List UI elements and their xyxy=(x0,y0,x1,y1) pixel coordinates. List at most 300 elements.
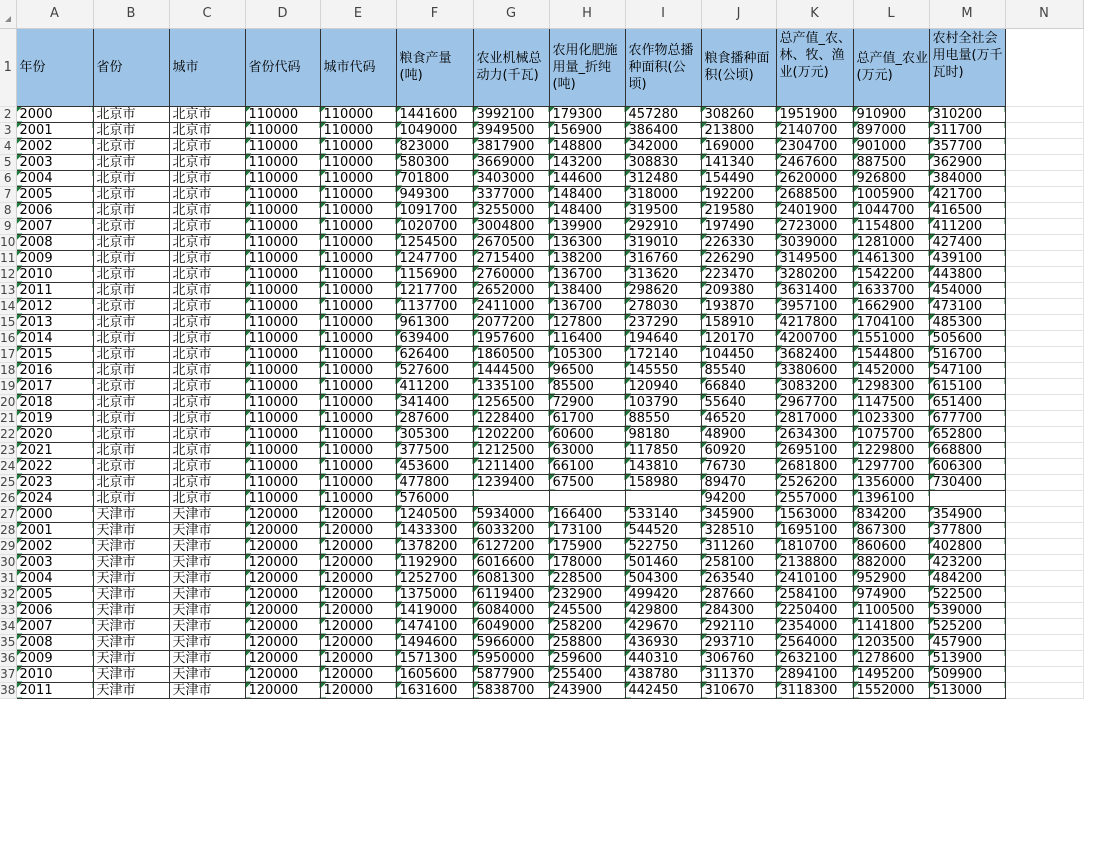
data-cell[interactable]: 138200 xyxy=(549,250,625,266)
data-cell[interactable]: 1240500 xyxy=(396,506,473,522)
data-cell[interactable]: 156900 xyxy=(549,122,625,138)
empty-cell[interactable] xyxy=(1005,474,1083,490)
data-cell[interactable]: 3083200 xyxy=(776,378,853,394)
data-cell[interactable]: 110000 xyxy=(245,458,320,474)
data-cell[interactable]: 94200 xyxy=(701,490,776,506)
data-cell[interactable]: 522500 xyxy=(929,586,1005,602)
data-cell[interactable]: 2681800 xyxy=(776,458,853,474)
data-cell[interactable]: 158980 xyxy=(625,474,701,490)
data-cell[interactable]: 120000 xyxy=(245,506,320,522)
data-cell[interactable]: 3255000 xyxy=(473,202,549,218)
data-cell[interactable]: 北京市 xyxy=(93,170,169,186)
data-cell[interactable]: 110000 xyxy=(245,394,320,410)
header-cell[interactable]: 年份 xyxy=(16,28,93,106)
data-cell[interactable]: 北京市 xyxy=(169,298,245,314)
data-cell[interactable]: 2018 xyxy=(16,394,93,410)
column-header-a[interactable]: A xyxy=(16,0,93,28)
data-cell[interactable]: 120000 xyxy=(245,570,320,586)
column-header-k[interactable]: K xyxy=(776,0,853,28)
data-cell[interactable]: 2526200 xyxy=(776,474,853,490)
data-cell[interactable]: 110000 xyxy=(320,362,396,378)
empty-cell[interactable] xyxy=(1005,186,1083,202)
data-cell[interactable]: 1494600 xyxy=(396,634,473,650)
data-cell[interactable]: 北京市 xyxy=(93,330,169,346)
data-cell[interactable]: 226330 xyxy=(701,234,776,250)
data-cell[interactable]: 1441600 xyxy=(396,106,473,122)
data-cell[interactable]: 120000 xyxy=(245,538,320,554)
data-cell[interactable]: 606300 xyxy=(929,458,1005,474)
row-number[interactable]: 12 xyxy=(0,266,16,281)
data-cell[interactable]: 3004800 xyxy=(473,218,549,234)
data-cell[interactable]: 926800 xyxy=(853,170,929,186)
data-cell[interactable]: 2304700 xyxy=(776,138,853,154)
data-cell[interactable]: 天津市 xyxy=(93,602,169,618)
data-cell[interactable]: 89470 xyxy=(701,474,776,490)
data-cell[interactable]: 2688500 xyxy=(776,186,853,202)
data-cell[interactable]: 北京市 xyxy=(169,490,245,506)
data-cell[interactable]: 974900 xyxy=(853,586,929,602)
data-cell[interactable]: 429670 xyxy=(625,618,701,634)
data-cell[interactable]: 1020700 xyxy=(396,218,473,234)
empty-cell[interactable] xyxy=(1005,538,1083,554)
data-cell[interactable]: 3949500 xyxy=(473,122,549,138)
column-header-h[interactable]: H xyxy=(549,0,625,28)
data-cell[interactable]: 138400 xyxy=(549,282,625,298)
data-cell[interactable]: 天津市 xyxy=(93,650,169,666)
empty-cell[interactable] xyxy=(1005,330,1083,346)
data-cell[interactable]: 2001 xyxy=(16,122,93,138)
data-cell[interactable]: 2011 xyxy=(16,282,93,298)
data-cell[interactable]: 386400 xyxy=(625,122,701,138)
data-cell[interactable]: 473100 xyxy=(929,298,1005,314)
data-cell[interactable]: 110000 xyxy=(320,202,396,218)
data-cell[interactable]: 104450 xyxy=(701,346,776,362)
data-cell[interactable]: 2760000 xyxy=(473,266,549,282)
data-cell[interactable]: 110000 xyxy=(320,138,396,154)
data-cell[interactable]: 504300 xyxy=(625,570,701,586)
data-cell[interactable]: 北京市 xyxy=(93,234,169,250)
data-cell[interactable]: 2005 xyxy=(16,186,93,202)
header-cell[interactable]: 总产值_农业(万元) xyxy=(853,28,929,106)
header-cell[interactable]: 农业机械总动力(千瓦) xyxy=(473,28,549,106)
data-cell[interactable]: 179300 xyxy=(549,106,625,122)
data-cell[interactable]: 3118300 xyxy=(776,682,853,698)
data-cell[interactable]: 北京市 xyxy=(93,250,169,266)
data-cell[interactable]: 148400 xyxy=(549,202,625,218)
empty-cell[interactable] xyxy=(1005,314,1083,330)
data-cell[interactable]: 120000 xyxy=(245,554,320,570)
data-cell[interactable]: 天津市 xyxy=(169,570,245,586)
empty-cell[interactable] xyxy=(1005,106,1083,122)
data-cell[interactable]: 6081300 xyxy=(473,570,549,586)
data-cell[interactable]: 175900 xyxy=(549,538,625,554)
row-number[interactable]: 11 xyxy=(0,250,16,265)
empty-cell[interactable] xyxy=(1005,170,1083,186)
data-cell[interactable]: 316760 xyxy=(625,250,701,266)
data-cell[interactable]: 313620 xyxy=(625,266,701,282)
data-cell[interactable]: 2620000 xyxy=(776,170,853,186)
data-cell[interactable]: 457280 xyxy=(625,106,701,122)
data-cell[interactable]: 天津市 xyxy=(93,634,169,650)
data-cell[interactable]: 143810 xyxy=(625,458,701,474)
row-number[interactable]: 28 xyxy=(0,522,16,537)
data-cell[interactable]: 3631400 xyxy=(776,282,853,298)
data-cell[interactable]: 2007 xyxy=(16,618,93,634)
data-cell[interactable]: 1810700 xyxy=(776,538,853,554)
data-cell[interactable]: 北京市 xyxy=(169,458,245,474)
data-cell[interactable]: 120940 xyxy=(625,378,701,394)
data-cell[interactable]: 513000 xyxy=(929,682,1005,698)
data-cell[interactable]: 北京市 xyxy=(169,378,245,394)
data-cell[interactable]: 516700 xyxy=(929,346,1005,362)
data-cell[interactable]: 172140 xyxy=(625,346,701,362)
data-cell[interactable]: 110000 xyxy=(320,378,396,394)
data-cell[interactable]: 2011 xyxy=(16,682,93,698)
row-number[interactable]: 25 xyxy=(0,474,16,489)
data-cell[interactable]: 2010 xyxy=(16,666,93,682)
empty-cell[interactable] xyxy=(1005,618,1083,634)
data-cell[interactable]: 北京市 xyxy=(93,106,169,122)
data-cell[interactable]: 北京市 xyxy=(93,362,169,378)
data-cell[interactable]: 3992100 xyxy=(473,106,549,122)
data-cell[interactable]: 1212500 xyxy=(473,442,549,458)
data-cell[interactable]: 6119400 xyxy=(473,586,549,602)
data-cell[interactable]: 1957600 xyxy=(473,330,549,346)
data-cell[interactable] xyxy=(473,490,549,506)
data-cell[interactable]: 5877900 xyxy=(473,666,549,682)
data-cell[interactable]: 3817900 xyxy=(473,138,549,154)
data-cell[interactable]: 1571300 xyxy=(396,650,473,666)
data-cell[interactable]: 天津市 xyxy=(169,586,245,602)
header-cell[interactable]: 农村全社会用电量(万千瓦时) xyxy=(929,28,1005,106)
data-cell[interactable]: 110000 xyxy=(320,426,396,442)
row-number[interactable]: 8 xyxy=(0,202,16,218)
data-cell[interactable]: 2007 xyxy=(16,218,93,234)
column-header-b[interactable]: B xyxy=(93,0,169,28)
data-cell[interactable]: 1444500 xyxy=(473,362,549,378)
data-cell[interactable]: 2002 xyxy=(16,538,93,554)
data-cell[interactable]: 223470 xyxy=(701,266,776,282)
data-cell[interactable]: 1247700 xyxy=(396,250,473,266)
empty-cell[interactable] xyxy=(1005,378,1083,394)
data-cell[interactable]: 2584100 xyxy=(776,586,853,602)
data-cell[interactable]: 243900 xyxy=(549,682,625,698)
data-cell[interactable]: 2020 xyxy=(16,426,93,442)
data-cell[interactable]: 110000 xyxy=(245,490,320,506)
data-cell[interactable]: 438780 xyxy=(625,666,701,682)
data-cell[interactable]: 61700 xyxy=(549,410,625,426)
data-cell[interactable]: 169000 xyxy=(701,138,776,154)
data-cell[interactable]: 258100 xyxy=(701,554,776,570)
data-cell[interactable]: 2004 xyxy=(16,570,93,586)
data-cell[interactable]: 328510 xyxy=(701,522,776,538)
data-cell[interactable]: 2009 xyxy=(16,650,93,666)
data-cell[interactable]: 天津市 xyxy=(93,666,169,682)
data-cell[interactable]: 72900 xyxy=(549,394,625,410)
data-cell[interactable]: 85500 xyxy=(549,378,625,394)
header-cell[interactable]: 农作物总播种面积(公顷) xyxy=(625,28,701,106)
data-cell[interactable]: 120000 xyxy=(245,618,320,634)
data-cell[interactable]: 2634300 xyxy=(776,426,853,442)
data-cell[interactable]: 天津市 xyxy=(93,538,169,554)
row-number[interactable]: 5 xyxy=(0,154,16,170)
data-cell[interactable]: 533140 xyxy=(625,506,701,522)
row-number[interactable]: 38 xyxy=(0,682,16,697)
data-cell[interactable]: 3039000 xyxy=(776,234,853,250)
data-cell[interactable]: 120000 xyxy=(320,522,396,538)
empty-cell[interactable] xyxy=(1005,138,1083,154)
data-cell[interactable]: 402800 xyxy=(929,538,1005,554)
row-number[interactable]: 18 xyxy=(0,362,16,377)
data-cell[interactable]: 110000 xyxy=(245,138,320,154)
data-cell[interactable]: 310670 xyxy=(701,682,776,698)
data-cell[interactable] xyxy=(625,490,701,506)
data-cell[interactable]: 255400 xyxy=(549,666,625,682)
data-cell[interactable]: 北京市 xyxy=(169,170,245,186)
data-cell[interactable]: 120000 xyxy=(320,650,396,666)
row-number[interactable]: 9 xyxy=(0,218,16,234)
data-cell[interactable]: 2670500 xyxy=(473,234,549,250)
header-cell[interactable]: 总产值_农、林、牧、渔业(万元) xyxy=(776,28,853,106)
data-cell[interactable]: 117850 xyxy=(625,442,701,458)
empty-cell[interactable] xyxy=(1005,426,1083,442)
row-number[interactable]: 4 xyxy=(0,138,16,154)
data-cell[interactable]: 144600 xyxy=(549,170,625,186)
empty-cell[interactable] xyxy=(1005,298,1083,314)
data-cell[interactable]: 6084000 xyxy=(473,602,549,618)
data-cell[interactable]: 120170 xyxy=(701,330,776,346)
empty-cell[interactable] xyxy=(1005,682,1083,698)
data-cell[interactable]: 110000 xyxy=(245,426,320,442)
data-cell[interactable]: 173100 xyxy=(549,522,625,538)
data-cell[interactable]: 110000 xyxy=(320,170,396,186)
column-header-n[interactable]: N xyxy=(1005,0,1083,28)
data-cell[interactable]: 2021 xyxy=(16,442,93,458)
data-cell[interactable]: 5934000 xyxy=(473,506,549,522)
column-header-d[interactable]: D xyxy=(245,0,320,28)
data-cell[interactable]: 天津市 xyxy=(169,506,245,522)
data-cell[interactable]: 377500 xyxy=(396,442,473,458)
data-cell[interactable]: 2723000 xyxy=(776,218,853,234)
data-cell[interactable]: 287660 xyxy=(701,586,776,602)
data-cell[interactable]: 319010 xyxy=(625,234,701,250)
data-cell[interactable]: 136700 xyxy=(549,266,625,282)
data-cell[interactable]: 110000 xyxy=(320,122,396,138)
data-cell[interactable]: 110000 xyxy=(320,458,396,474)
data-cell[interactable]: 110000 xyxy=(245,346,320,362)
header-cell[interactable]: 粮食播种面积(公顷) xyxy=(701,28,776,106)
data-cell[interactable]: 北京市 xyxy=(93,346,169,362)
empty-cell[interactable] xyxy=(1005,362,1083,378)
data-cell[interactable]: 2557000 xyxy=(776,490,853,506)
data-cell[interactable]: 834200 xyxy=(853,506,929,522)
empty-cell[interactable] xyxy=(1005,442,1083,458)
data-cell[interactable]: 305300 xyxy=(396,426,473,442)
data-cell[interactable]: 652800 xyxy=(929,426,1005,442)
data-cell[interactable]: 北京市 xyxy=(169,426,245,442)
data-cell[interactable]: 278030 xyxy=(625,298,701,314)
data-cell[interactable]: 110000 xyxy=(320,442,396,458)
data-cell[interactable]: 949300 xyxy=(396,186,473,202)
data-cell[interactable]: 362900 xyxy=(929,154,1005,170)
row-number[interactable]: 6 xyxy=(0,170,16,186)
data-cell[interactable]: 北京市 xyxy=(93,282,169,298)
data-cell[interactable]: 2138800 xyxy=(776,554,853,570)
data-cell[interactable]: 110000 xyxy=(320,250,396,266)
data-cell[interactable]: 2695100 xyxy=(776,442,853,458)
data-cell[interactable]: 213800 xyxy=(701,122,776,138)
data-cell[interactable]: 1278600 xyxy=(853,650,929,666)
data-cell[interactable]: 440310 xyxy=(625,650,701,666)
header-cell[interactable]: 粮食产量(吨) xyxy=(396,28,473,106)
data-cell[interactable]: 北京市 xyxy=(93,410,169,426)
data-cell[interactable]: 天津市 xyxy=(169,538,245,554)
data-cell[interactable]: 北京市 xyxy=(169,442,245,458)
data-cell[interactable]: 北京市 xyxy=(169,282,245,298)
data-cell[interactable]: 499420 xyxy=(625,586,701,602)
data-cell[interactable]: 北京市 xyxy=(169,362,245,378)
data-cell[interactable]: 522750 xyxy=(625,538,701,554)
empty-cell[interactable] xyxy=(1005,666,1083,682)
data-cell[interactable]: 3682400 xyxy=(776,346,853,362)
data-cell[interactable]: 1452000 xyxy=(853,362,929,378)
row-number[interactable]: 14 xyxy=(0,298,16,313)
data-cell[interactable]: 1695100 xyxy=(776,522,853,538)
data-cell[interactable]: 1433300 xyxy=(396,522,473,538)
empty-cell[interactable] xyxy=(1005,28,1083,106)
row-number[interactable]: 35 xyxy=(0,634,16,649)
data-cell[interactable]: 319500 xyxy=(625,202,701,218)
empty-cell[interactable] xyxy=(1005,122,1083,138)
data-cell[interactable]: 2894100 xyxy=(776,666,853,682)
data-cell[interactable]: 3669000 xyxy=(473,154,549,170)
data-cell[interactable]: 北京市 xyxy=(93,442,169,458)
data-cell[interactable]: 429800 xyxy=(625,602,701,618)
data-cell[interactable]: 110000 xyxy=(245,154,320,170)
data-cell[interactable]: 228500 xyxy=(549,570,625,586)
data-cell[interactable]: 1023300 xyxy=(853,410,929,426)
data-cell[interactable]: 158910 xyxy=(701,314,776,330)
row-number[interactable]: 33 xyxy=(0,602,16,617)
data-cell[interactable]: 1419000 xyxy=(396,602,473,618)
data-cell[interactable]: 485300 xyxy=(929,314,1005,330)
data-cell[interactable]: 85540 xyxy=(701,362,776,378)
data-cell[interactable]: 98180 xyxy=(625,426,701,442)
data-cell[interactable]: 1631600 xyxy=(396,682,473,698)
data-cell[interactable]: 580300 xyxy=(396,154,473,170)
data-cell[interactable]: 2003 xyxy=(16,154,93,170)
data-cell[interactable] xyxy=(549,490,625,506)
data-cell[interactable]: 66840 xyxy=(701,378,776,394)
column-header-l[interactable]: L xyxy=(853,0,929,28)
data-cell[interactable]: 2467600 xyxy=(776,154,853,170)
data-cell[interactable]: 北京市 xyxy=(169,346,245,362)
data-cell[interactable]: 天津市 xyxy=(93,522,169,538)
data-cell[interactable]: 110000 xyxy=(245,266,320,282)
data-cell[interactable]: 110000 xyxy=(245,250,320,266)
data-cell[interactable]: 66100 xyxy=(549,458,625,474)
data-cell[interactable]: 110000 xyxy=(320,234,396,250)
data-cell[interactable]: 48900 xyxy=(701,426,776,442)
data-cell[interactable]: 1704100 xyxy=(853,314,929,330)
data-cell[interactable]: 436930 xyxy=(625,634,701,650)
data-cell[interactable]: 4217800 xyxy=(776,314,853,330)
data-cell[interactable]: 2967700 xyxy=(776,394,853,410)
column-header-i[interactable]: I xyxy=(625,0,701,28)
data-cell[interactable]: 2013 xyxy=(16,314,93,330)
data-cell[interactable]: 357700 xyxy=(929,138,1005,154)
column-header-g[interactable]: G xyxy=(473,0,549,28)
data-cell[interactable]: 145550 xyxy=(625,362,701,378)
data-cell[interactable]: 910900 xyxy=(853,106,929,122)
data-cell[interactable]: 120000 xyxy=(320,634,396,650)
data-cell[interactable]: 1633700 xyxy=(853,282,929,298)
data-cell[interactable]: 北京市 xyxy=(93,138,169,154)
data-cell[interactable]: 63000 xyxy=(549,442,625,458)
data-cell[interactable]: 148800 xyxy=(549,138,625,154)
empty-cell[interactable] xyxy=(1005,218,1083,234)
row-number[interactable]: 19 xyxy=(0,378,16,393)
data-cell[interactable]: 110000 xyxy=(245,474,320,490)
data-cell[interactable]: 1378200 xyxy=(396,538,473,554)
data-cell[interactable]: 421700 xyxy=(929,186,1005,202)
row-number[interactable]: 13 xyxy=(0,282,16,297)
row-number[interactable]: 31 xyxy=(0,570,16,585)
data-cell[interactable]: 3377000 xyxy=(473,186,549,202)
empty-cell[interactable] xyxy=(1005,650,1083,666)
data-cell[interactable]: 1396100 xyxy=(853,490,929,506)
data-cell[interactable]: 北京市 xyxy=(169,138,245,154)
data-cell[interactable]: 651400 xyxy=(929,394,1005,410)
data-cell[interactable]: 1298300 xyxy=(853,378,929,394)
empty-cell[interactable] xyxy=(1005,234,1083,250)
data-cell[interactable]: 110000 xyxy=(320,186,396,202)
empty-cell[interactable] xyxy=(1005,154,1083,170)
row-number[interactable]: 20 xyxy=(0,394,16,409)
empty-cell[interactable] xyxy=(1005,554,1083,570)
data-cell[interactable]: 北京市 xyxy=(93,378,169,394)
data-cell[interactable]: 377800 xyxy=(929,522,1005,538)
empty-cell[interactable] xyxy=(1005,410,1083,426)
data-cell[interactable]: 1254500 xyxy=(396,234,473,250)
data-cell[interactable]: 110000 xyxy=(320,314,396,330)
data-cell[interactable]: 2009 xyxy=(16,250,93,266)
data-cell[interactable]: 823000 xyxy=(396,138,473,154)
data-cell[interactable]: 701800 xyxy=(396,170,473,186)
data-cell[interactable]: 6127200 xyxy=(473,538,549,554)
data-cell[interactable]: 457900 xyxy=(929,634,1005,650)
data-cell[interactable]: 887500 xyxy=(853,154,929,170)
data-cell[interactable]: 1005900 xyxy=(853,186,929,202)
data-cell[interactable]: 1356000 xyxy=(853,474,929,490)
data-cell[interactable]: 139900 xyxy=(549,218,625,234)
data-cell[interactable]: 1203500 xyxy=(853,634,929,650)
data-cell[interactable]: 116400 xyxy=(549,330,625,346)
data-cell[interactable]: 北京市 xyxy=(93,266,169,282)
empty-cell[interactable] xyxy=(1005,506,1083,522)
data-cell[interactable]: 1474100 xyxy=(396,618,473,634)
data-cell[interactable]: 867300 xyxy=(853,522,929,538)
row-number[interactable]: 17 xyxy=(0,346,16,361)
data-cell[interactable]: 110000 xyxy=(320,154,396,170)
data-cell[interactable]: 96500 xyxy=(549,362,625,378)
data-cell[interactable]: 2024 xyxy=(16,490,93,506)
header-cell[interactable]: 城市代码 xyxy=(320,28,396,106)
data-cell[interactable]: 1552000 xyxy=(853,682,929,698)
row-number[interactable]: 26 xyxy=(0,490,16,505)
data-cell[interactable]: 120000 xyxy=(320,554,396,570)
data-cell[interactable]: 143200 xyxy=(549,154,625,170)
